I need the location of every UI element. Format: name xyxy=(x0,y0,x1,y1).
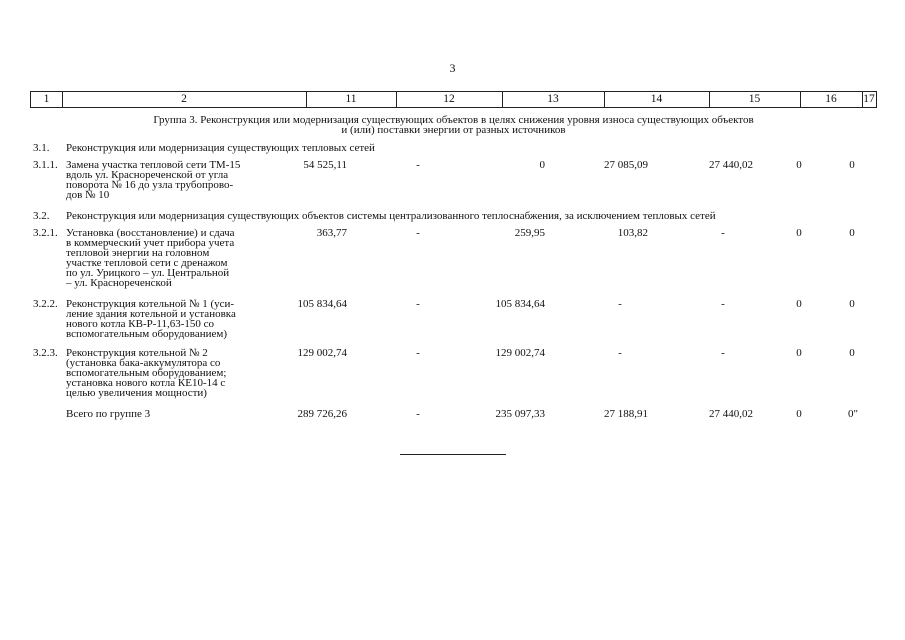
row-desc-line: Установка (восстановление) и сдача xyxy=(66,227,235,239)
cell-col11: 129 002,74 xyxy=(297,347,347,359)
row-desc-line: ление здания котельной и установка xyxy=(66,308,236,320)
cell-col13: 105 834,64 xyxy=(495,298,545,310)
column-header-2: 2 xyxy=(181,93,187,105)
cell-col17: 0 xyxy=(849,159,855,171)
cell-col17: 0 xyxy=(849,227,855,239)
cell-col12: - xyxy=(416,408,420,420)
cell-col12: - xyxy=(416,227,420,239)
column-header-11: 11 xyxy=(345,93,357,105)
column-header-12: 12 xyxy=(443,93,455,105)
row-desc-line: вспомогательным оборудованием) xyxy=(66,328,228,340)
column-header-14: 14 xyxy=(650,93,663,105)
cell-col16: 0 xyxy=(796,347,802,359)
total-label: Всего по группе 3 xyxy=(66,408,151,420)
section-number: 3.1. xyxy=(33,142,50,154)
cell-col15: - xyxy=(721,227,725,239)
row-desc-line: Замена участка тепловой сети ТМ-15 xyxy=(66,159,241,171)
row-desc-line: вспомогательным оборудованием; xyxy=(66,367,227,379)
cell-col12: - xyxy=(416,159,420,171)
row-desc-line: нового котла КВ-Р-11,63-150 со xyxy=(66,318,215,330)
row-desc-line: Реконструкция котельной № 1 (уси- xyxy=(66,298,235,310)
cell-col16: 0 xyxy=(796,408,802,420)
cell-col13: 0 xyxy=(539,159,545,171)
section-title: Реконструкция или модернизация существующих объектов системы централизованного теплоснабжения, за исключением тепловых сетей xyxy=(66,210,716,222)
row-desc-line: дов № 10 xyxy=(66,189,110,201)
group-title-line2: и (или) поставки энергии от разных источников xyxy=(341,124,566,136)
row-desc-line: целью увеличения мощности) xyxy=(66,387,207,399)
cell-col17: 0 xyxy=(849,347,855,359)
cell-col12: - xyxy=(416,298,420,310)
row-number: 3.2.2. xyxy=(33,298,58,310)
cell-col11: 54 525,11 xyxy=(303,159,347,171)
column-header-1: 1 xyxy=(43,93,50,105)
cell-col14: 103,82 xyxy=(617,227,648,239)
cell-col14: 27 085,09 xyxy=(604,159,648,171)
column-header-17: 17 xyxy=(863,93,875,105)
column-header-15: 15 xyxy=(748,93,761,105)
cell-col14: - xyxy=(618,298,622,310)
section-number: 3.2. xyxy=(33,210,50,222)
cell-col14: - xyxy=(618,347,622,359)
cell-col16: 0 xyxy=(796,298,802,310)
row-desc-line: участке тепловой сети с дренажом xyxy=(66,257,228,269)
row-desc-line: установка нового котла КЕ10-14 с xyxy=(66,377,226,389)
column-header-16: 16 xyxy=(825,93,837,105)
cell-col13: 235 097,33 xyxy=(495,408,545,420)
cell-col14: 27 188,91 xyxy=(604,408,648,420)
cell-col13: 259,95 xyxy=(514,227,545,239)
cell-col17: 0 xyxy=(849,298,855,310)
section-title: Реконструкция или модернизация существующих тепловых сетей xyxy=(66,142,375,154)
row-desc-line: (установка бака-аккумулятора со xyxy=(66,357,221,369)
cell-col11: 105 834,64 xyxy=(297,298,347,310)
footnote-separator xyxy=(400,454,506,455)
cell-col11: 363,77 xyxy=(316,227,347,239)
row-number: 3.2.1. xyxy=(33,227,58,239)
cell-col17: 0" xyxy=(848,408,858,420)
row-desc-line: вдоль ул. Краснореченской от угла xyxy=(66,169,229,181)
row-desc-line: в коммерческий учет прибора учета xyxy=(66,237,235,249)
row-number: 3.1.1. xyxy=(33,159,58,171)
row-desc-line: Реконструкция котельной № 2 xyxy=(66,347,208,359)
row-desc-line: по ул. Урицкого – ул. Центральной xyxy=(66,267,230,279)
page-number: 3 xyxy=(449,61,456,75)
cell-col16: 0 xyxy=(796,227,802,239)
cell-col15: - xyxy=(721,298,725,310)
row-desc-line: поворота № 16 до узла трубопрово- xyxy=(66,179,234,191)
row-desc-line: – ул. Краснореченской xyxy=(66,277,172,289)
cell-col15: 27 440,02 xyxy=(709,159,753,171)
cell-col12: - xyxy=(416,347,420,359)
cell-col13: 129 002,74 xyxy=(495,347,545,359)
row-number: 3.2.3. xyxy=(33,347,58,359)
row-desc-line: тепловой энергии на головном xyxy=(66,247,210,259)
group-title-line1: Группа 3. Реконструкция или модернизация существующих объектов в целях снижения уровня износа существующих объектов xyxy=(153,114,754,126)
cell-col15: - xyxy=(721,347,725,359)
cell-col16: 0 xyxy=(796,159,802,171)
cell-col15: 27 440,02 xyxy=(709,408,753,420)
column-header-row xyxy=(30,91,877,108)
cell-col11: 289 726,26 xyxy=(297,408,347,420)
column-header-13: 13 xyxy=(547,93,559,105)
